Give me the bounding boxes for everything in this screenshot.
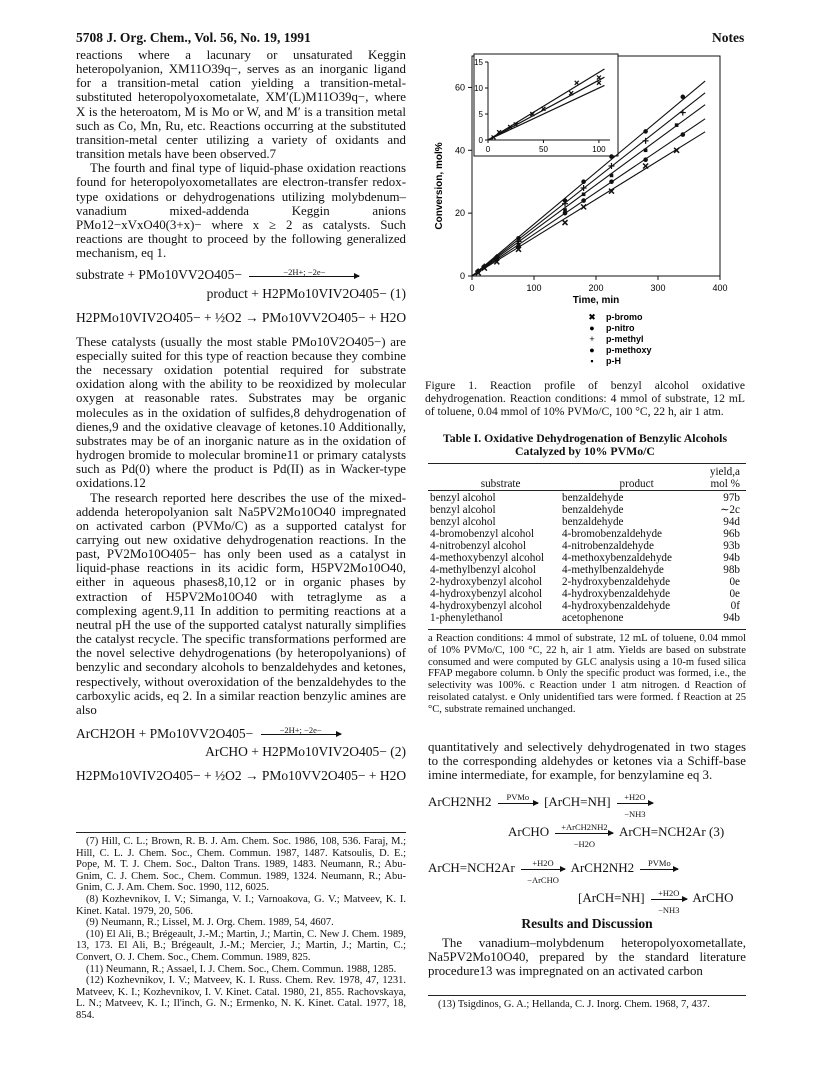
table-header-row <box>428 466 746 490</box>
cell-yield: 94b <box>723 612 740 624</box>
cell-yield: ∼2c <box>720 504 740 516</box>
equation-text: ArCHO + H2PMo10VIV2O405− (2) <box>205 744 406 760</box>
section-header: Notes <box>712 30 745 45</box>
reference: (9) Neumann, R.; Lissel, M. J. Org. Chem. 1989, 54, 4607. <box>86 917 334 929</box>
cell-yield: 0f <box>730 600 740 612</box>
eq3-line-2 <box>428 821 748 849</box>
legend <box>588 312 651 366</box>
footnote-rule <box>428 995 746 996</box>
reaction-arrow <box>249 266 359 277</box>
arrow-label: −2H+; −2e− <box>283 266 326 277</box>
inset-chart <box>474 54 618 156</box>
section-heading: Results and Discussion <box>521 916 653 931</box>
reaction-arrow <box>261 725 341 736</box>
y-axis-label: Conversion, mol% <box>434 142 445 230</box>
cell-product: 4-bromobenzaldehyde <box>562 528 663 540</box>
data-point <box>581 179 586 184</box>
eq3-line-1 <box>428 791 748 819</box>
arrow-label: −ArCHO <box>527 874 559 885</box>
x-tick-label: 0 <box>469 283 475 293</box>
inset-y-tick-label: 5 <box>478 110 483 119</box>
legend-label: p-methyl <box>606 334 644 344</box>
equation-text: [ArCH=NH] <box>578 890 645 905</box>
eq3-line-3 <box>428 857 748 885</box>
legend-label: p-bromo <box>606 312 643 322</box>
cell-yield: 94b <box>723 552 740 564</box>
cell-product: 2-hydroxybenzaldehyde <box>562 576 671 588</box>
inset-y-tick-label: 15 <box>474 58 483 67</box>
cell-product: 4-nitrobenzaldehyde <box>562 540 654 552</box>
data-point <box>644 148 648 152</box>
cell-product: benzaldehyde <box>562 516 624 528</box>
cell-substrate: 4-hydroxybenzyl alcohol <box>430 600 543 612</box>
legend-marker: + <box>589 334 595 344</box>
legend-item <box>589 323 635 333</box>
table-row <box>428 588 746 600</box>
figure-caption: Figure 1. Reaction profile of benzyl alcohol oxidative dehydrogenation. Reaction conditions: 4 mmol of substrate, 12 mL of toluene, 0.04 mmol of 10% PVMo/C, 100 °C, 22 h, air 1 atm. <box>425 379 745 418</box>
legend-marker: ● <box>589 345 595 355</box>
table-footnote: a Reaction conditions: 4 mmol of substrate, 12 mL of toluene, 0.04 mmol of 10% PVMo/C, 100 °C, 22 h, air 1 atm. Yields are based on substrate consumed and were computed by GLC analysis using a 10-m fused silica FFAP megabore column. b Only the specific product was formed, i.e., the selectivity was 100%. c Reaction under 1 atm nitrogen. d Reaction of reisolated catalyst. e Only unidentified tars were formed. f Reaction at 25 °C, substrate remained unchanged. <box>428 633 746 715</box>
data-point <box>581 198 586 203</box>
table-title: Table I. Oxidative Dehydrogenation of Benzylic Alcohols Catalyzed by 10% PVMo/C <box>442 431 728 458</box>
data-point <box>483 265 487 269</box>
data-point <box>643 157 648 162</box>
data-point <box>610 174 614 178</box>
arrow-label: +H2O <box>532 857 554 868</box>
header-product: product <box>619 478 654 490</box>
legend-label: p-H <box>606 356 621 366</box>
reference: (10) El Ali, B.; Brégeault, J.-M.; Martin, J.; Martin, C. New J. Chem. 1989, 13, 173. El Ali, B.; Brégeault, J.-M.; Mercier, J.; Martin, J.; Martin, C.; Convert, O. J. Chem. Soc., Chem. Commun. 1989, 825. <box>76 928 406 963</box>
legend-label: p-nitro <box>606 323 635 333</box>
data-point <box>609 154 614 159</box>
equation-text: ArCH2NH2 <box>428 794 492 809</box>
x-axis-label: Time, min <box>572 295 620 306</box>
reference: (12) Kozhevnikov, I. V.; Matveev, K. I. Russ. Chem. Rev. 1978, 47, 1231. Matveev, K. I.; Kozhevnikov, I. V. Kinet. Catal. 1980, 21, 855. Rachovskaya, L. N.; Matveev, K. I.; Il'inch, G. N.; Ermenko, N. K. Kinet. Catal. 1977, 18, 854. <box>76 975 406 1021</box>
equation-text: H2PMo10VIV2O405− + ½O2 → PMo10VV2O405− + H2O <box>76 768 407 784</box>
eq3-line-4 <box>428 887 748 915</box>
x-tick-label: 300 <box>650 283 666 293</box>
equation-text: ArCH=NCH2Ar <box>428 860 515 875</box>
equation-text: [ArCH=NH] <box>544 794 611 809</box>
equation-3 <box>428 791 748 915</box>
right-column <box>428 740 746 782</box>
cell-substrate: benzyl alcohol <box>430 504 496 516</box>
data-point <box>643 138 649 144</box>
paragraph: The vanadium–molybdenum heteropolyoxometallate, Na5PV2Mo10O40, prepared by the standard literature procedure13 was impregnated on an activated carbon <box>428 936 746 979</box>
reaction-arrow <box>555 821 613 849</box>
equation-text: substrate + PMo10VV2O405− <box>76 267 242 283</box>
running-header: 5708 J. Org. Chem., Vol. 56, No. 19, 1991 <box>76 30 311 45</box>
cell-product: acetophenone <box>562 612 624 624</box>
reference: (8) Kozhevnikov, I. V.; Simanga, V. I.; Varnoakova, G. V.; Matveev, K. I. Kinet. Katal. 1979, 20, 506. <box>76 893 406 917</box>
data-point <box>517 243 521 247</box>
reaction-arrow <box>617 791 653 819</box>
cell-yield: 97b <box>723 492 740 504</box>
equation-text: H2PMo10VIV2O405− + ½O2 → PMo10VV2O405− + H2O <box>76 309 407 325</box>
data-point <box>675 123 679 127</box>
reference: (7) Hill, C. L.; Brown, R. B. J. Am. Chem. Soc. 1986, 108, 536. Faraj, M.; Hill, C. L. J. Chem. Soc., Chem. Commun. 1987, 1487. Katsoulis, D. E.; Pope, M. T. J. Chem. Soc., Dalton Trans. 1989, 1483. Neumann, R.; Abu-Gnim, C. J. Chem. Soc., Chem. Commun. 1989, 1324. Neumann, R.; Abu-Gnim, C. J. Am. Chem. Soc. 1990, 112, 6025. <box>76 836 406 894</box>
cell-product: 4-hydroxybenzaldehyde <box>562 588 671 600</box>
arrow-label: −NH3 <box>658 904 680 915</box>
data-point <box>476 269 480 273</box>
reference: (11) Neumann, R.; Assael, I. J. Chem. Soc., Chem. Commun. 1988, 1285. <box>86 963 397 975</box>
paragraph: The fourth and final type of liquid-phase oxidation reactions found for heteropolyoxometallates are electron-transfer redox-type oxidations or dehydrogenations utilizing molybdenum–vanadium mixed-addenda Keggin anions PMo12−xVxO40(3+x)− where x ≥ 2 as catalysts. Such reactions are thought to proceed by the following generalized mechanism, eq 1. <box>76 161 406 261</box>
cell-yield: 93b <box>723 540 740 552</box>
reaction-arrow <box>640 857 678 870</box>
equation-1 <box>76 268 406 282</box>
data-point <box>643 129 648 134</box>
legend-item <box>589 345 651 355</box>
table-row <box>428 600 746 612</box>
cell-yield: 98b <box>723 564 740 576</box>
right-column-continued <box>428 936 746 978</box>
cell-product: benzaldehyde <box>562 492 624 504</box>
legend-marker: ● <box>589 323 595 333</box>
inset-y-tick-label: 0 <box>478 136 483 145</box>
cell-product: 4-methylbenzaldehyde <box>562 564 664 576</box>
paragraph: The research reported here describes the use of the mixed-addenda heteropolyanion salt Na5PV2Mo10O40 impregnated on activated carbon (PVMo/C) as a supported catalyst for carrying out new oxidative dehydrogenation reactions. In the past, PV2Mo10O405− has only been used as a catalyst in liquid-phase reactions in its acidic form, H5PV2Mo10O40, either in aqueous phases8,10,12 or in organic phases by extraction of H5PV2Mo10O40 with tetraglyme as a complexing agent.9,11 In addition to permiting reactions at a neutral pH the use of the supported catalyst naturally simplifies the catalyst recycle. The specific transformations performed are the novel selective dehydrogenations (by heteropolyanions) of benzylic and secondary alcohols to benzaldehydes and ketones, respectively, without overoxidation of the benzaldehydes to the carboxylic acids, eq 2. In a similar reaction benzylic amines are also <box>76 490 406 717</box>
table-rule-bottom <box>428 629 746 630</box>
equation-text: ArCH2NH2 <box>570 860 635 875</box>
arrow-label: PVMo <box>648 857 671 868</box>
cell-substrate: 4-methoxybenzyl alcohol <box>430 552 545 564</box>
cell-yield: 0e <box>729 588 740 600</box>
y-tick-label: 0 <box>459 271 465 281</box>
arrow-label: −H2O <box>573 838 596 849</box>
table-row <box>428 564 746 576</box>
equation-text: ArCH=NCH2Ar (3) <box>618 824 725 839</box>
data-point <box>609 179 614 184</box>
y-tick-label: 20 <box>454 208 465 219</box>
arrow-label: +ArCH2NH2 <box>561 821 608 832</box>
cell-product: 4-methoxybenzaldehyde <box>562 552 672 564</box>
header-substrate: substrate <box>480 478 521 490</box>
legend-item <box>589 334 643 344</box>
y-tick-label: 40 <box>454 145 465 156</box>
data-point <box>563 220 568 225</box>
table-row <box>428 492 746 504</box>
data-point <box>495 255 499 259</box>
table-row <box>428 576 746 588</box>
reaction-arrow <box>521 857 565 885</box>
data-point <box>680 110 686 116</box>
reaction-arrow <box>651 887 687 915</box>
table-row <box>428 612 746 624</box>
cell-yield: 0e <box>729 576 740 588</box>
equation-text: ArCHO <box>692 890 734 905</box>
header-yield: yield,a mol % <box>709 466 740 490</box>
cell-product: 4-hydroxybenzaldehyde <box>562 600 671 612</box>
data-point <box>643 164 648 169</box>
reference: (13) Tsigdinos, G. A.; Hellanda, C. J. Inorg. Chem. 1968, 7, 437. <box>438 999 710 1010</box>
data-point <box>563 198 568 203</box>
equation-text: product + H2PMo10VIV2O405− (1) <box>206 285 406 301</box>
table-row <box>428 516 746 528</box>
cell-substrate: 4-bromobenzyl alcohol <box>430 528 535 540</box>
legend-marker: ▪ <box>590 356 594 366</box>
arrow-label: +H2O <box>624 791 646 802</box>
y-tick-label: 60 <box>454 82 465 93</box>
footnote-rule <box>76 832 406 833</box>
cell-product: benzaldehyde <box>562 504 624 516</box>
inset-y-tick-label: 10 <box>474 84 483 93</box>
left-column <box>76 48 406 784</box>
cell-substrate: 1-phenylethanol <box>430 612 503 624</box>
data-point <box>681 95 686 100</box>
results-table-body <box>428 492 746 624</box>
reference-13 <box>428 999 746 1011</box>
figure-1-chart <box>420 48 745 378</box>
table-rule-top <box>428 463 746 464</box>
reaction-arrow <box>498 791 538 804</box>
inset-x-tick-label: 0 <box>485 145 491 154</box>
cell-substrate: benzyl alcohol <box>430 492 496 504</box>
cell-substrate: 2-hydroxybenzyl alcohol <box>430 576 543 588</box>
legend-marker: ✖ <box>588 312 596 322</box>
arrow-label: PVMo <box>506 791 530 802</box>
equation-text: ArCH2OH + PMo10VV2O405− <box>76 726 254 742</box>
arrow-label: +H2O <box>658 887 680 898</box>
cell-substrate: benzyl alcohol <box>430 516 496 528</box>
paragraph: quantitatively and selectively dehydrogenated in two stages to the corresponding aldehydes or ketones via a Schiff-base imine intermediate, for example, for benzylamine eq 3. <box>428 740 746 783</box>
x-tick-label: 100 <box>526 283 542 293</box>
table-row <box>428 504 746 516</box>
legend-label: p-methoxy <box>606 345 652 355</box>
cell-substrate: 4-hydroxybenzyl alcohol <box>430 588 543 600</box>
cell-substrate: 4-nitrobenzyl alcohol <box>430 540 526 552</box>
cell-yield: 94d <box>723 516 740 528</box>
cell-substrate: 4-methylbenzyl alcohol <box>430 564 536 576</box>
data-point <box>581 204 586 209</box>
legend-item <box>588 312 643 322</box>
references <box>76 836 406 1022</box>
results-table <box>428 466 746 490</box>
paragraph: These catalysts (usually the most stable PMo10V2O405−) are especially suited for this type of reaction because they combine the necessary oxidation potential required for substrate oxidation along with the ability to be reoxidized by molecular oxygen at reasonable rates. Substrates may be organic molecules as in the oxidation of sulfides,8 dehydrogenation of dienes,9 and the oxidative cleavage of ketones.10 Additionally, substrates may be of an inorganic nature as in the oxidation of hydrogen bromide to molecular bromine11 or primary catalysts such as Pd(0) where the product is Pd(II) as in Wacker-type oxidations.12 <box>76 334 406 491</box>
table-row <box>428 528 746 540</box>
equation-2 <box>76 727 406 741</box>
x-tick-label: 200 <box>588 283 604 293</box>
arrow-label: −NH3 <box>624 808 646 819</box>
paragraph: reactions where a lacunary or unsaturated Keggin heteropolyanion, XM11O39q−, serves as an inorganic ligand for a transition-metal cation yielding a transition-metal-substituted heteropolyoxometalate, XM′(L)M11O39q−, where X is the heteroatom, M is Mo or W, and M′ is a transition metal such as Co, Mn, Ru, etc. Reactions occurring at the substituted transition-metal center utilizing a variety of oxidants and transition metals have been observed.7 <box>76 48 406 162</box>
data-point <box>582 192 586 196</box>
table-row <box>428 552 746 564</box>
inset-x-tick-label: 50 <box>539 145 548 154</box>
data-point <box>681 132 686 137</box>
data-point <box>563 208 567 212</box>
inset-x-tick-label: 100 <box>592 145 606 154</box>
legend-item <box>590 356 621 366</box>
x-tick-label: 400 <box>712 283 728 293</box>
arrow-label: −2H+; −2e− <box>279 725 322 736</box>
data-point <box>516 236 521 241</box>
table-rule-mid <box>428 490 746 491</box>
table-row <box>428 540 746 552</box>
cell-yield: 96b <box>723 528 740 540</box>
equation-text: ArCHO <box>508 824 550 839</box>
